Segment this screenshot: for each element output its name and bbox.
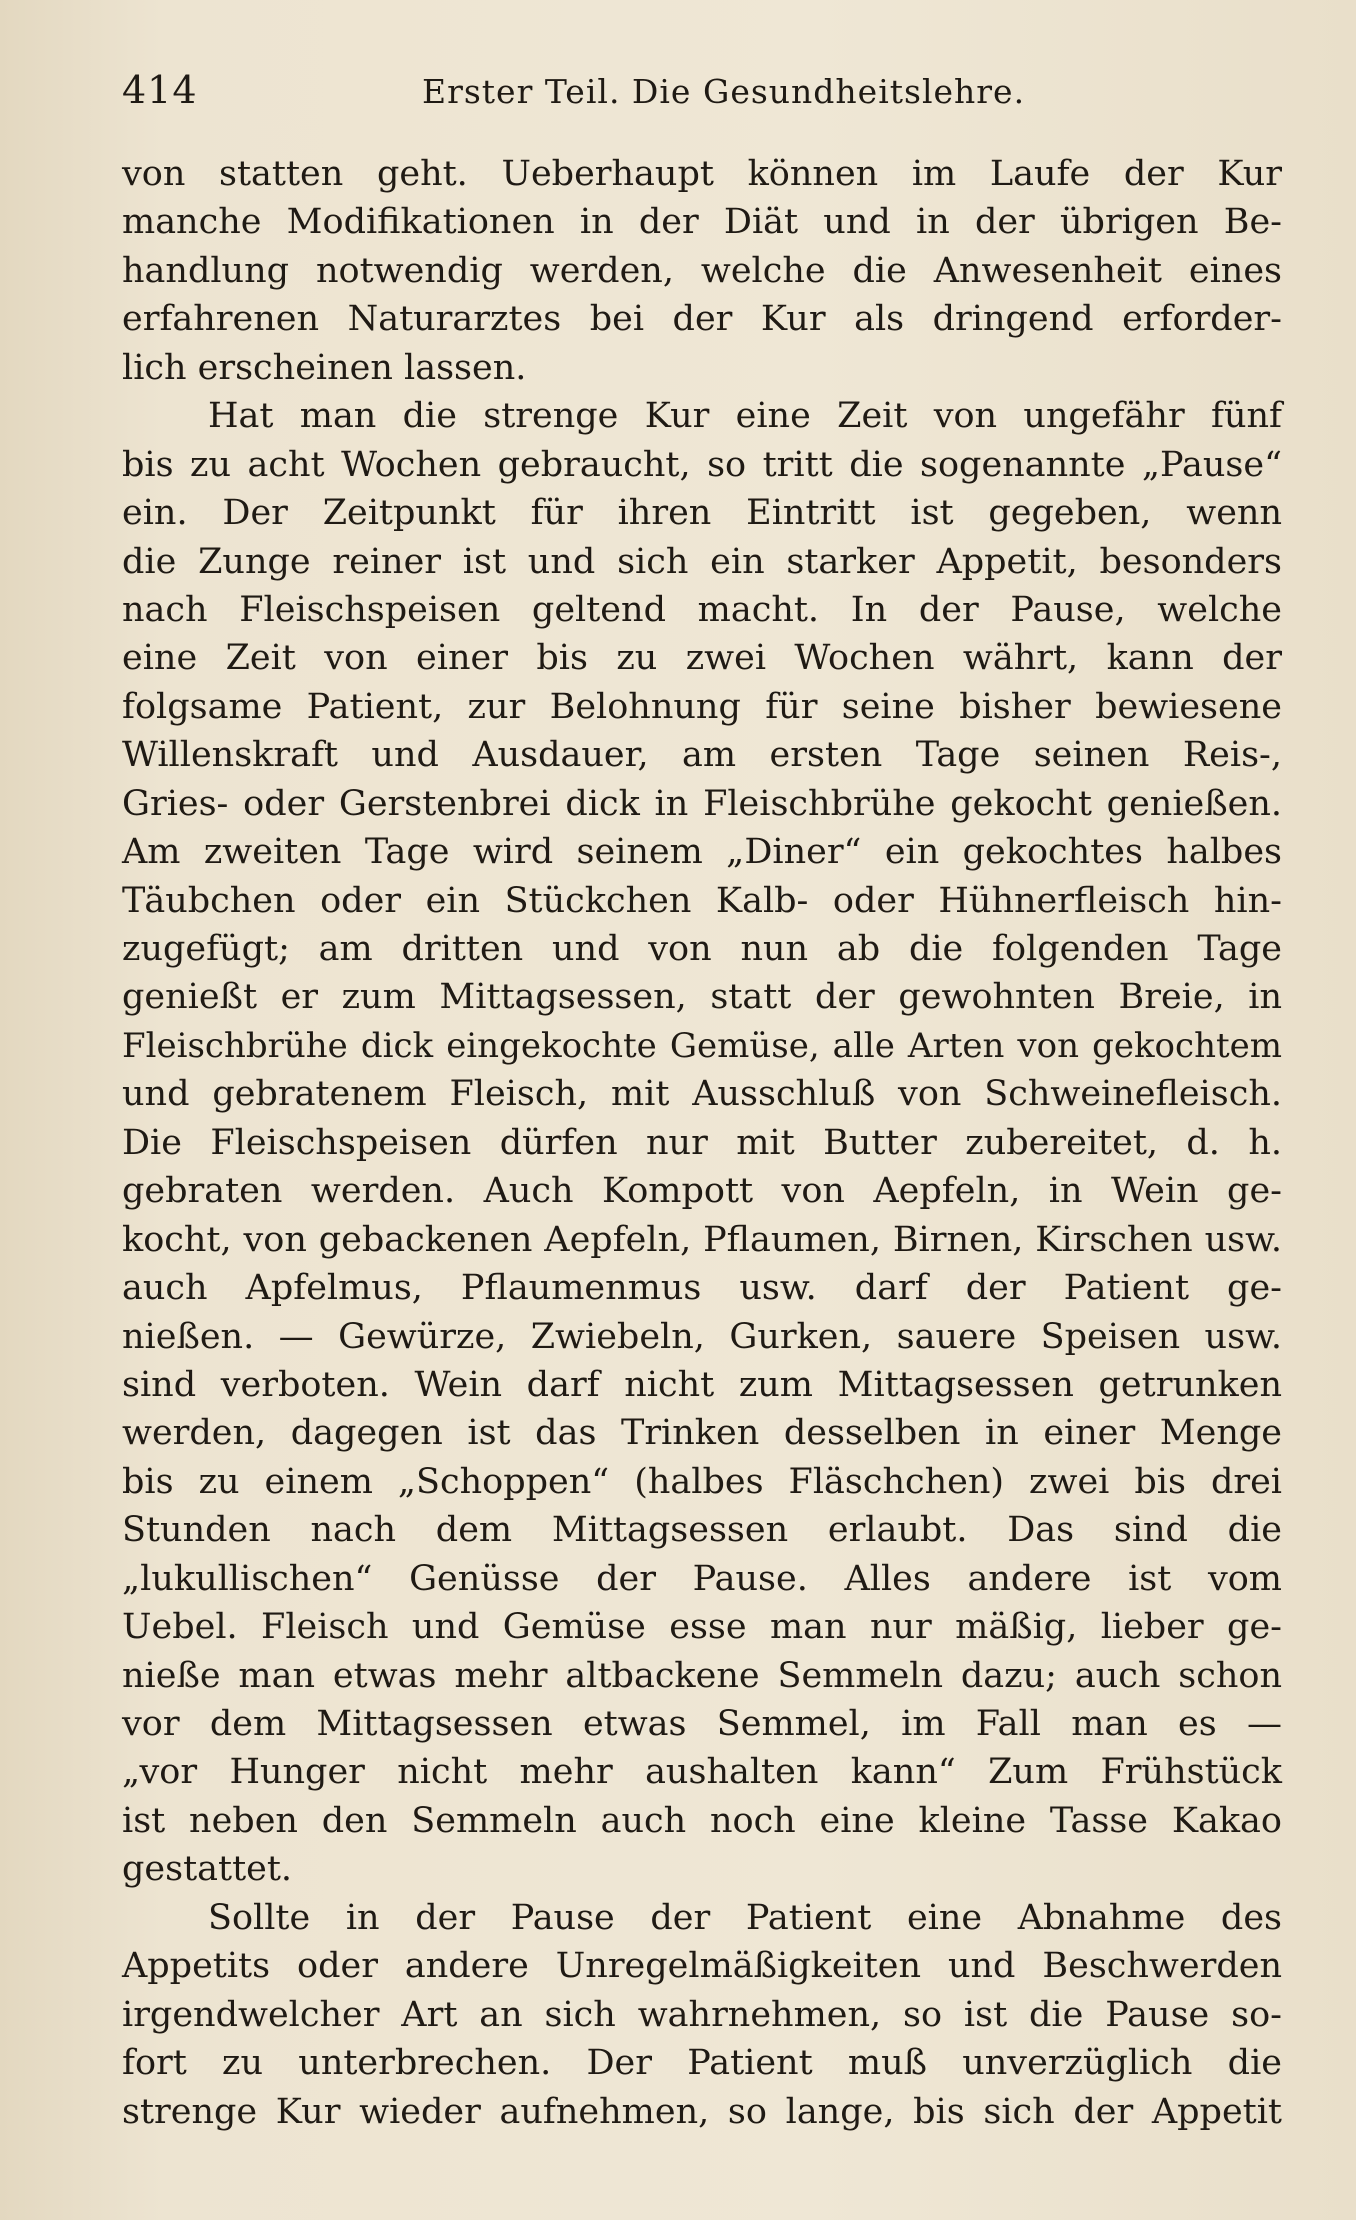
text-line: gebraten werden. Auch Kompott von Aepfeln, in Wein ge-	[122, 1171, 1282, 1212]
text-line: nach Fleischspeisen geltend macht. In der Pause, welche	[122, 589, 1282, 630]
text-line: werden, dagegen ist das Trinken desselben in einer Menge	[122, 1413, 1282, 1454]
text-line: „vor Hunger nicht mehr aushalten kann“ Zum Frühstück	[122, 1752, 1282, 1793]
text-line: handlung notwendig werden, welche die Anwesenheit eines	[122, 250, 1282, 291]
text-line: Sollte in der Pause der Patient eine Abnahme des	[208, 1897, 1282, 1938]
text-line: Hat man die strenge Kur eine Zeit von ungefähr fünf	[208, 396, 1282, 437]
text-line: Stunden nach dem Mittagsessen erlaubt. Das sind die	[122, 1510, 1282, 1551]
text-line: manche Modifikationen in der Diät und in der übrigen Be-	[122, 202, 1282, 243]
text-line: bis zu einem „Schoppen“ (halbes Fläschchen) zwei bis drei	[122, 1461, 1282, 1502]
text-line: erfahrenen Naturarztes bei der Kur als dringend erforder-	[122, 299, 1282, 340]
text-line: irgendwelcher Art an sich wahrnehmen, so ist die Pause so-	[122, 1994, 1282, 2035]
text-line: von statten geht. Ueberhaupt können im Laufe der Kur	[122, 154, 1282, 194]
text-line: eine Zeit von einer bis zu zwei Wochen währt, kann der	[122, 638, 1282, 679]
text-line: gestattet.	[122, 1849, 293, 1890]
text-line: Am zweiten Tage wird seinem „Diner“ ein gekochtes halbes	[122, 832, 1282, 873]
text-line: Gries- oder Gerstenbrei dick in Fleischbrühe gekocht genießen.	[122, 783, 1282, 824]
text-line: „lukullischen“ Genüsse der Pause. Alles andere ist vom	[122, 1558, 1282, 1599]
text-line: und gebratenem Fleisch, mit Ausschluß von Schweinefleisch.	[122, 1074, 1282, 1115]
text-line: auch Apfelmus, Pflaumenmus usw. darf der Patient ge-	[122, 1268, 1282, 1309]
text-line: ein. Der Zeitpunkt für ihren Eintritt ist gegeben, wenn	[122, 493, 1282, 534]
page-number: 414	[122, 68, 198, 112]
text-line: Uebel. Fleisch und Gemüse esse man nur mäßig, lieber ge-	[122, 1607, 1282, 1648]
text-line: nießen. — Gewürze, Zwiebeln, Gurken, sauere Speisen usw.	[122, 1316, 1282, 1357]
text-line: bis zu acht Wochen gebraucht, so tritt die sogenannte „Pause“	[122, 444, 1282, 485]
text-line: Appetits oder andere Unregelmäßigkeiten und Beschwerden	[122, 1946, 1282, 1987]
text-line: die Zunge reiner ist und sich ein starker Appetit, besonders	[122, 541, 1282, 582]
text-line: Die Fleischspeisen dürfen nur mit Butter zubereitet, d. h.	[122, 1122, 1282, 1163]
text-line: Fleischbrühe dick eingekochte Gemüse, alle Arten von gekochtem	[122, 1025, 1282, 1066]
text-line: sind verboten. Wein darf nicht zum Mittagsessen getrunken	[122, 1364, 1282, 1405]
text-line: kocht, von gebackenen Aepfeln, Pflaumen, Birnen, Kirschen usw.	[122, 1219, 1282, 1260]
text-line: Willenskraft und Ausdauer, am ersten Tage seinen Reis-,	[122, 735, 1282, 776]
text-line: vor dem Mittagsessen etwas Semmel, im Fall man es —	[122, 1704, 1282, 1744]
running-title: Erster Teil. Die Gesundheitslehre.	[422, 72, 1026, 111]
text-line: strenge Kur wieder aufnehmen, so lange, bis sich der Appetit	[122, 2091, 1282, 2132]
body-text	[122, 150, 1282, 2136]
text-line: ist neben den Semmeln auch noch eine kleine Tasse Kakao	[122, 1800, 1282, 1841]
text-line: nieße man etwas mehr altbackene Semmeln dazu; auch schon	[122, 1655, 1282, 1696]
text-line: fort zu unterbrechen. Der Patient muß unverzüglich die	[122, 2043, 1282, 2084]
text-line: lich erscheinen lassen.	[122, 347, 527, 388]
page-header	[122, 68, 1282, 128]
text-line: zugefügt; am dritten und von nun ab die folgenden Tage	[122, 929, 1282, 969]
text-line: folgsame Patient, zur Belohnung für seine bisher bewiesene	[122, 686, 1282, 727]
text-line: genießt er zum Mittagsessen, statt der gewohnten Breie, in	[122, 977, 1282, 1018]
text-line: Täubchen oder ein Stückchen Kalb- oder Hühnerfleisch hin-	[122, 880, 1282, 921]
